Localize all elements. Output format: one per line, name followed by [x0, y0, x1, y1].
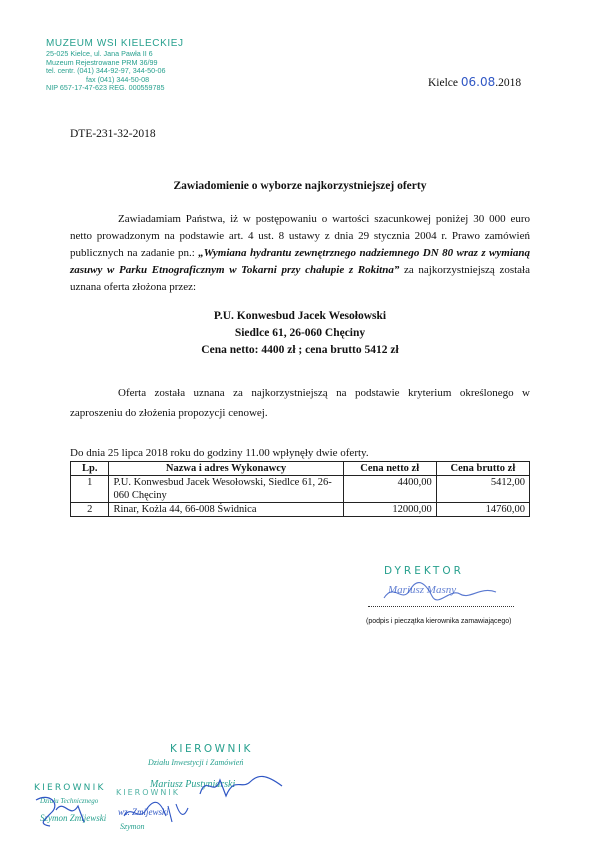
- header-contractor: Nazwa i adres Wykonawcy: [109, 462, 343, 476]
- row-gross-price: 5412,00: [436, 476, 529, 503]
- offers-info: Do dnia 25 lipca 2018 roku do godziny 11.00 wpłynęły dwie oferty.: [70, 447, 369, 459]
- table-row: [71, 476, 530, 503]
- row-net-price: 4400,00: [343, 476, 436, 503]
- signature-caption: (podpis i pieczątka kierownika zamawiającego): [366, 618, 512, 625]
- justification-paragraph: [70, 383, 530, 423]
- winner-price: Cena netto: 4400 zł ; cena brutto 5412 zł: [201, 344, 399, 356]
- investment-head-stamp-title: KIEROWNIK: [170, 743, 253, 755]
- investment-head-signature: [196, 768, 286, 802]
- institution-nip: NIP 657-17-47-623 REG. 000559785: [46, 83, 165, 93]
- deputy-stamp-name: Szymon: [120, 822, 145, 831]
- institution-name: MUZEUM WSI KIELECKIEJ: [46, 38, 184, 49]
- deputy-signature: [120, 796, 190, 826]
- row-lp: 1: [71, 476, 109, 503]
- reference-number: DTE-231-32-2018: [70, 128, 156, 140]
- row-net-price: 12000,00: [343, 503, 436, 517]
- document-title: Zawiadomienie o wyborze najkorzystniejszej oferty: [173, 180, 427, 192]
- winner-address: Siedlce 61, 26-060 Chęciny: [234, 327, 366, 339]
- offers-table: [70, 461, 530, 517]
- notice-lead: Zawiadamiam Państwa, iż w postępowaniu o wartości szacunkowej poniżej 30 000 euro netto prowadzonym na podstawie art. 4 ust. 8 ustawy z dnia 29 stycznia 2004 r. Prawo zamówień publicznych na zadanie pn.:: [70, 213, 530, 259]
- row-contractor: Rinar, Kożla 44, 66-008 Świdnica: [109, 503, 343, 517]
- technical-head-name: Szymon Zmijewski: [40, 813, 107, 823]
- winner-name: P.U. Konwesbud Jacek Wesołowski: [213, 310, 387, 322]
- signature-line: [368, 600, 514, 607]
- deputy-handwritten: wz. Zmijewski: [118, 807, 169, 817]
- row-gross-price: 14760,00: [436, 503, 529, 517]
- notice-tail: za najkorzystniejszą została uznana oferta złożona przez:: [70, 264, 530, 293]
- row-lp: 2: [71, 503, 109, 517]
- deputy-stamp-title: KIEROWNIK: [116, 788, 181, 797]
- header-net-price: Cena netto zł: [343, 462, 436, 476]
- institution-address: 25-025 Kielce, ul. Jana Pawła II 6: [46, 49, 153, 58]
- handwritten-date: 06.08: [460, 75, 496, 89]
- table-row: [71, 503, 530, 517]
- winning-offer: [0, 308, 600, 359]
- investment-head-name: Mariusz Pustyniarski: [150, 779, 236, 790]
- place-date: [428, 75, 521, 89]
- institution-phone: tel. centr. (041) 344-92-97, 344-50-06: [46, 66, 166, 76]
- date-year: .2018: [495, 77, 522, 89]
- director-signature-name: Mariusz Masny: [388, 584, 457, 596]
- notice-paragraph: [70, 211, 530, 296]
- institution-fax: fax (041) 344-50-08: [86, 74, 150, 84]
- header-lp: Lp.: [71, 462, 109, 476]
- place: Kielce: [428, 77, 459, 89]
- institution-stamp: [46, 38, 206, 93]
- director-stamp-title: DYREKTOR: [384, 565, 464, 577]
- institution-registry: Muzeum Rejestrowane PRM 36/99: [46, 57, 158, 67]
- task-name: „Wymiana hydrantu zewnętrznego nadziemnego DN 80 wraz z wymianą zasuwy w Parku Etnograficznym w Tokarni przy chałupie z Rokitna”: [70, 247, 530, 276]
- technical-head-signature: [30, 790, 90, 830]
- row-contractor: P.U. Konwesbud Jacek Wesołowski, Siedlce 61, 26-060 Chęciny: [109, 476, 343, 503]
- technical-head-stamp-subtitle: Działu Technicznego: [40, 797, 99, 805]
- header-gross-price: Cena brutto zł: [436, 462, 529, 476]
- justification-text: Oferta została uznana za najkorzystniejszą na podstawie kryterium określonego w zaproszeniu do złożenia propozycji cenowej.: [70, 387, 530, 419]
- investment-head-stamp-subtitle: Działu Inwestycji i Zamówień: [148, 758, 244, 767]
- table-header-row: [71, 462, 530, 476]
- technical-head-stamp-title: KIEROWNIK: [34, 783, 106, 793]
